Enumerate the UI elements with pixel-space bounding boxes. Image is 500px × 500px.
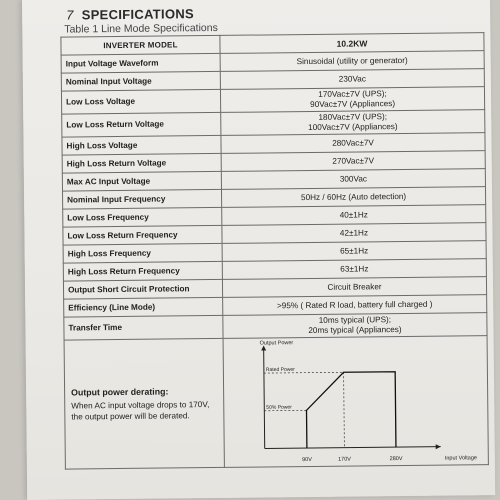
spec-label: Low Loss Return Frequency [63,225,222,245]
spec-value: 40±1Hz [339,209,368,220]
derating-text-cell [64,338,224,469]
derating-chart [224,336,497,467]
spec-label: Nominal Input Voltage [61,71,220,91]
y-axis [264,346,265,448]
derating-line-2: the output power will be derated. [71,410,190,422]
spec-label: High Loss Return Frequency [63,261,222,281]
x-axis [265,447,441,449]
spec-value: 10ms typical (UPS); [318,315,392,325]
header-label: INVERTER MODEL [61,35,220,55]
spec-value: 180Vac±7V (UPS); [318,112,388,122]
spec-value: 230Vac [338,73,366,84]
spec-value: 42±1Hz [339,227,369,238]
spec-label: Low Loss Voltage [61,89,220,114]
spec-label: Low Loss Frequency [63,207,222,227]
spec-value: 90Vac±7V (Appliances) [310,99,396,109]
spec-value: Circuit Breaker [327,281,382,292]
section-heading [66,6,194,22]
spec-value: 280Vac±7V [332,137,374,148]
x-tick-label: 170V [338,456,351,463]
spec-value: 20ms typical (Appliances) [308,325,402,336]
spec-value: Sinusoidal (utility or generator) [296,55,408,66]
spec-label: High Loss Return Voltage [62,153,221,173]
spec-value: 100Vac±7V (Appliances) [308,122,398,133]
spec-value: 300Vac [339,173,368,184]
spec-value: 63±1Hz [340,263,369,274]
manual-page [22,0,495,500]
spec-label: High Loss Voltage [62,135,221,155]
spec-label: High Loss Frequency [63,243,222,263]
derating-row [64,336,488,469]
spec-value-cell [220,87,484,113]
spec-value-cell [221,110,485,136]
header-model: 10.2KW [220,33,484,54]
spec-label: Low Loss Return Voltage [62,112,221,137]
derating-line-1: When AC input voltage drops to 170V, [71,399,210,411]
spec-value-cell [223,313,487,339]
section-title: SPECIFICATIONS [81,6,195,23]
spec-value: 270Vac±7V [332,155,375,166]
spec-table [60,32,489,469]
spec-value: 50Hz / 60Hz (Auto detection) [300,191,407,202]
derating-chart-cell [223,336,488,468]
spec-label: Transfer Time [64,315,223,340]
x-axis-arrow [436,444,441,449]
spec-label: Nominal Input Frequency [63,189,222,209]
spec-label: Efficiency (Line Mode) [64,297,223,317]
y-tick-label: 50% Power [266,404,292,411]
spec-value: >95% ( Rated R load, battery full charged ) [276,299,433,310]
spec-value: 170Vac±7V (UPS); [318,89,387,99]
spec-value: 65±1Hz [340,245,369,256]
x-tick-label: 90V [302,456,312,464]
y-tick-label: Rated Power [265,366,295,374]
y-axis-label: Output Power [259,340,294,347]
v170-guide [344,372,345,447]
spec-label: Input Voltage Waveform [61,53,220,73]
derating-curve [306,372,396,448]
spec-label: Output Short Circuit Protection [63,279,222,299]
section-number: 7 [66,7,74,23]
x-axis-label: Input Voltage [444,455,477,462]
derating-title: Output power derating: [71,385,169,398]
x-tick-label: 280V [389,456,403,463]
table-caption: Table 1 Line Mode Specifications [64,21,218,36]
spec-label: Max AC Input Voltage [62,171,221,191]
